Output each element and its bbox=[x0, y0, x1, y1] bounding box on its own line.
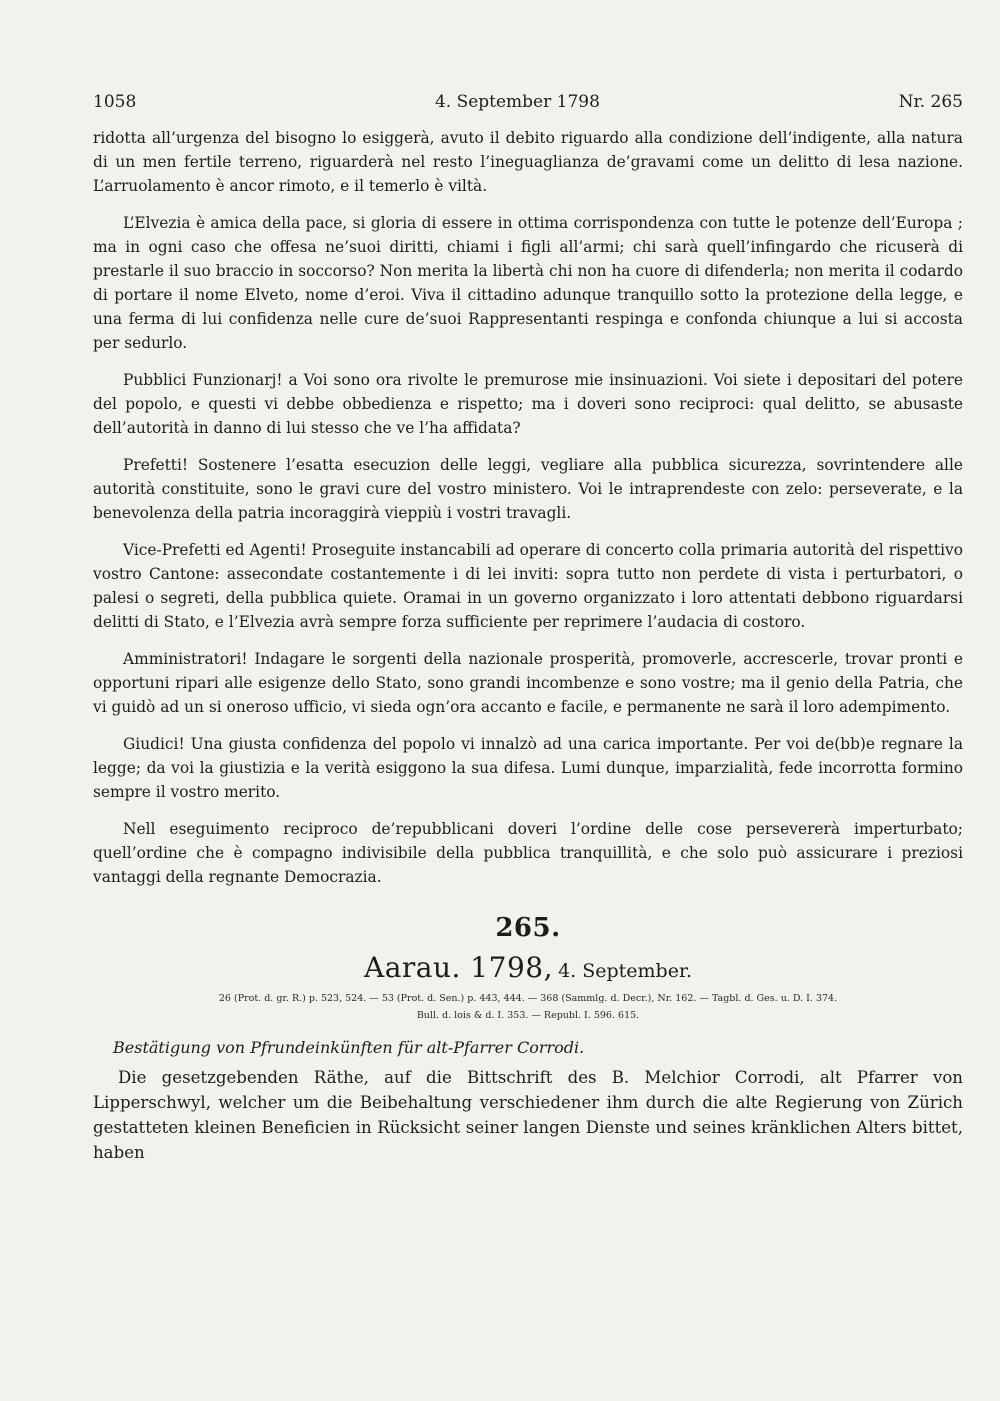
document-place-year: Aarau. 1798, bbox=[363, 951, 553, 984]
paragraph-continuation: ridotta all’urgenza del bisogno lo esiggerà, avuto il debito riguardo alla condizione dell’indigente, alla natura di un men fertile terreno, riguarderà nel resto l’ineguaglianza de’gravami come un delitto di lesa nazione. L’arruolamento è ancor rimoto, e il temerlo è viltà. bbox=[93, 129, 963, 195]
document-day: 4. September. bbox=[558, 960, 692, 982]
paragraph-amministratori: Amministratori! Indagare le sorgenti della nazionale prosperità, promoverle, accrescerle, trovar pronti e opportuni ripari alle esigenze dello Stato, sono grandi incombenze e sono vostre; ma il genio della Patria, che vi guidò ad un si oneroso ufficio, vi sieda ogn’ora accanto e facile, e permanente ne sarà il loro adempimento. bbox=[93, 650, 963, 716]
paragraph-giudici: Giudici! Una giusta confidenza del popolo vi innalzò ad una carica importante. Per voi de(bb)e regnare la legge; da voi la giustizia e la verità esiggono la sua difesa. Lumi dunque, imparzialità, fede incorrotta formino sempre il vostro merito. bbox=[93, 735, 963, 801]
page-number: 1058 bbox=[93, 92, 137, 112]
paragraph-elvezia: L’Elvezia è amica della pace, si gloria di essere in ottima corrispondenza con tutte le potenze dell’Europa ; ma in ogni caso che offesa ne’suoi diritti, chiami i figli all’armi; chi sarà quell’infingardo che ricuserà di prestarle il suo braccio in soccorso? Non merita la libertà chi non ha cuore di difenderla; non merita il codardo di portare il nome Elveto, nome d’eroi. Viva il cittadino adunque tranquillo sotto la protezione della legge, e una ferma di lui confidenza nelle cure de’suoi Rappresentanti respinga e confonda chiunque a lui si accosta per sedurlo. bbox=[93, 214, 963, 352]
source-references bbox=[93, 990, 963, 1024]
document-reference: Nr. 265 bbox=[898, 92, 963, 112]
paragraph-prefetti: Prefetti! Sostenere l’esatta esecuzion delle leggi, vegliare alla pubblica sicurezza, sovrintendere alle autorità constituite, sono le gravi cure del vostro ministero. Voi le intraprendeste con zelo: perseverate, e la benevolenza della patria incoraggirà vieppiù i vostri travagli. bbox=[93, 456, 963, 522]
paragraph-conclusion: Nell eseguimento reciproco de’repubblicani doveri l’ordine delle cose persevererà imperturbato; quell’ordine che è compagno indivisibile della pubblica tranquillità, e che solo può assicurare i preziosi vantaggi della regnante Democrazia. bbox=[93, 820, 963, 886]
paragraph-funzionarj: Pubblici Funzionarj! a Voi sono ora rivolte le premurose mie insinuazioni. Voi siete i depositari del potere del popolo, e questi vi debbe obbedienza e rispetto; ma i doveri sono reciproci: qual delitto, se abusaste dell’autorità in danno di lui stesso che ve l’ha affidata? bbox=[93, 371, 963, 437]
document-heading bbox=[93, 951, 963, 984]
source-line: Bull. d. lois & d. I. 353. — Republ. I. 596. 615. bbox=[416, 1010, 640, 1021]
source-line: 26 (Prot. d. gr. R.) p. 523, 524. — 53 (Prot. d. Sen.) p. 443, 444. — 368 (Sammlg. d. Decr.), Nr. 162. — Tagbl. d. Ges. u. D. I. 374. bbox=[218, 993, 838, 1004]
page-header bbox=[93, 92, 963, 112]
header-date: 4. September 1798 bbox=[434, 92, 600, 112]
document-text: Die gesetzgebenden Räthe, auf die Bittschrift des B. Melchior Corrodi, alt Pfarrer von Lipperschwyl, welcher um die Beibehaltung verschiedener ihm durch die alte Regierung von Zürich gestatteten kleinen Beneficien in Rücksicht seiner langen Dienste und seines kränklichen Alters bittet, haben bbox=[93, 1068, 963, 1162]
paragraph-vice-prefetti: Vice-Prefetti ed Agenti! Proseguite instancabili ad operare di concerto colla primaria autorità del rispettivo vostro Cantone: assecondate costantemente i di lei inviti: sopra tutto non perdete di vista i perturbatori, o palesi o segreti, della pubblica quiete. Oramai in un governo organizzato i loro attentati debbono riguardarsi delitti di Stato, e l’Elvezia avrà sempre forza sufficiente per reprimere l’audacia di costoro. bbox=[93, 541, 963, 631]
document-subject: Bestätigung von Pfrundeinkünften für alt-Pfarrer Corrodi. bbox=[113, 1038, 585, 1057]
document-number: 265. bbox=[495, 913, 561, 943]
